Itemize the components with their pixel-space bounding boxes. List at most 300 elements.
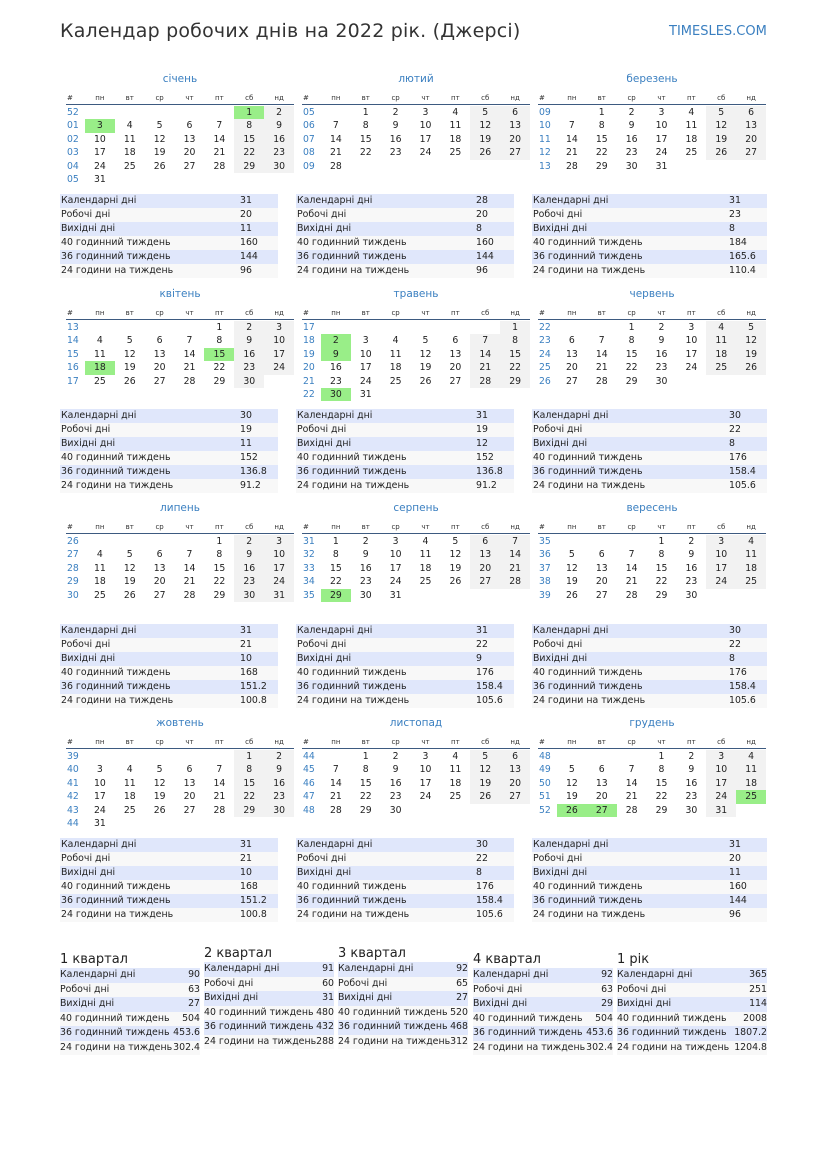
stat-label: 36 годинний тиждень [297,895,407,906]
day-cell: 20 [595,791,608,803]
day-cell: 29 [359,804,372,816]
day-cell: 6 [156,549,163,561]
stat-value: 158.4 [476,681,503,692]
day-cell: 19 [153,147,166,159]
stat-value: 520 [450,1006,468,1018]
week-row [302,804,530,817]
day-cell: 10 [655,120,668,132]
stat-row [532,666,767,680]
stat-value: 2008 [743,1012,767,1024]
day-cell: 3 [96,764,103,776]
stat-row [532,208,767,222]
day-cell: 2 [321,334,351,347]
month-grid [538,92,766,173]
stat-label: Вихідні дні [533,653,588,664]
weekday-label: чт [421,94,430,102]
stat-row [338,1020,468,1035]
week-row [538,790,766,803]
month-stats [532,838,767,922]
day-cell: 24 [264,361,294,374]
day-cell [145,106,175,119]
day-cell: 17 [359,362,372,374]
day-cell: 9 [688,549,695,561]
day-cell: 19 [123,576,136,588]
stat-row [60,479,278,493]
stat-value: 31 [729,839,741,850]
day-cell: 21 [470,361,500,374]
week-number: 17 [303,322,315,333]
week-number: 16 [67,362,79,374]
stat-value: 10 [240,867,252,878]
month-calendar [302,72,530,173]
day-cell: 23 [359,576,372,588]
month-name: вересень [626,502,678,514]
stat-label: 24 години на тиждень [533,265,646,276]
week-row [66,535,294,548]
day-cell: 25 [736,575,766,588]
stat-value: 251 [749,983,767,995]
stat-label: Робочі дні [297,639,347,650]
day-cell [617,535,647,548]
week-row [302,361,530,374]
stat-row [532,264,767,278]
stat-row [204,977,334,992]
stat-value: 21 [240,853,252,864]
week-number: 46 [303,777,315,789]
stat-value: 302.4 [586,1041,613,1053]
stat-row [60,983,200,998]
day-cell [381,388,411,401]
stat-label: 40 годинний тиждень [297,452,407,463]
stat-row [296,694,514,708]
week-row [66,790,294,803]
stat-row [60,264,278,278]
day-cell: 13 [500,119,530,132]
day-cell: 11 [736,763,766,776]
stat-row [617,983,767,998]
day-cell: 12 [123,348,136,360]
day-cell: 26 [123,375,136,387]
week-row [538,589,766,602]
stat-row [296,852,514,866]
stat-row [338,1035,468,1050]
stat-label: Вихідні дні [297,867,352,878]
day-cell [204,750,234,763]
week-row [302,562,530,575]
day-cell: 27 [153,375,166,387]
day-cell: 4 [452,751,459,762]
week-row [66,348,294,361]
stat-value: 158.4 [729,681,756,692]
stat-value: 22 [476,639,488,650]
month-grid [302,736,530,817]
stat-label: Вихідні дні [338,992,393,1003]
day-cell: 10 [93,777,106,789]
month-calendar [66,287,294,388]
day-cell: 22 [595,147,608,159]
day-cell: 31 [264,589,294,602]
day-cell: 1 [362,107,369,118]
day-cell: 9 [321,348,351,361]
stat-value: 136.8 [476,466,503,477]
week-row [538,160,766,173]
week-row [538,548,766,561]
week-number: 06 [303,120,315,132]
day-cell: 21 [500,562,530,575]
week-row [538,146,766,159]
day-cell [470,589,500,602]
day-cell: 1 [658,751,665,762]
day-cell: 14 [500,548,530,561]
day-cell: 6 [598,764,605,776]
stat-row [296,880,514,894]
day-cell: 27 [470,575,500,588]
day-cell [557,535,587,548]
day-cell: 14 [329,777,342,789]
day-cell: 27 [449,375,462,387]
month-grid [538,521,766,602]
stat-label: 40 годинний тиждень [617,1012,727,1024]
weekday-label: сб [717,94,726,102]
week-row [538,804,766,817]
weekday-label: чт [421,523,430,531]
weekday-label: сб [245,738,254,746]
day-cell: 15 [655,777,668,789]
stat-label: Вихідні дні [297,653,352,664]
week-row [538,763,766,776]
day-cell: 27 [595,589,608,601]
day-cell: 14 [329,133,342,145]
day-cell: 24 [419,147,432,159]
day-cell: 6 [500,750,530,763]
day-cell: 18 [685,133,698,145]
stat-value: 8 [729,653,735,664]
day-cell: 21 [183,362,196,374]
day-cell: 5 [568,764,575,776]
stat-row [296,250,514,264]
day-cell: 28 [595,375,608,387]
stat-row [296,465,514,479]
day-cell: 27 [736,146,766,159]
day-cell [115,817,145,830]
week-row [538,348,766,361]
stat-label: 36 годинний тиждень [338,1021,448,1032]
day-cell: 8 [500,334,530,347]
stat-label: 36 годинний тиждень [61,895,171,906]
week-row [66,804,294,817]
month-name: листопад [389,717,443,729]
stat-value: 19 [476,424,488,435]
weekday-label: ср [155,94,164,102]
day-cell [736,804,766,817]
month-name: березень [626,73,678,85]
stat-row [473,997,613,1012]
day-cell: 7 [598,335,605,347]
day-cell: 9 [392,764,399,776]
stat-row [296,908,514,922]
weekday-label: сб [245,523,254,531]
stat-value: 165.6 [729,251,756,262]
stat-row [532,451,767,465]
day-cell [411,321,441,334]
weekday-header [538,92,766,105]
day-cell: 30 [264,804,294,817]
day-cell: 11 [449,764,462,776]
day-cell: 20 [470,562,500,575]
stat-row [296,652,514,666]
day-cell: 18 [449,133,462,145]
weekday-label: ср [391,738,400,746]
stat-row [60,194,278,208]
day-cell: 26 [565,589,578,601]
stat-row [60,1041,200,1056]
day-cell: 24 [419,791,432,803]
week-row [66,119,294,132]
stat-value: 23 [729,209,741,220]
day-cell: 14 [565,133,578,145]
stat-row [532,852,767,866]
day-cell: 16 [389,777,402,789]
stat-label: Календарні дні [533,625,609,636]
day-cell: 17 [419,133,432,145]
day-cell: 9 [264,119,294,132]
stat-value: 176 [476,667,494,678]
week-row [302,348,530,361]
day-cell [115,750,145,763]
day-cell: 24 [93,804,106,816]
day-cell: 12 [123,562,136,574]
day-cell: 20 [183,791,196,803]
day-cell [321,106,351,119]
stat-label: Календарні дні [61,410,137,421]
day-cell: 12 [419,348,432,360]
month-stats [296,409,514,493]
period-summary [60,951,200,1055]
stat-label: Робочі дні [533,639,583,650]
day-cell: 8 [216,335,223,347]
month-stats [60,624,278,708]
weekday-label: сб [481,309,490,317]
month-grid [302,92,530,173]
stat-label: 40 годинний тиждень [61,237,171,248]
day-cell [587,535,617,548]
stat-row [204,1035,334,1050]
week-row [302,146,530,159]
week-number: 04 [67,160,79,172]
week-number: 28 [67,562,79,574]
day-cell: 27 [587,804,617,817]
week-row [302,763,530,776]
stat-row [532,894,767,908]
day-cell: 10 [264,548,294,561]
day-cell [587,321,617,334]
day-cell: 2 [628,107,635,118]
stat-label: 36 годинний тиждень [61,681,171,692]
day-cell: 2 [264,106,294,119]
stat-value: 96 [476,265,488,276]
day-cell: 31 [93,173,106,185]
stat-row [473,983,613,998]
day-cell [587,750,617,763]
weekday-label: ср [627,309,636,317]
day-cell [500,160,530,173]
month-calendar [302,716,530,817]
stat-value: 65 [456,977,468,989]
stat-label: 36 годинний тиждень [297,251,407,262]
stat-row [296,866,514,880]
stat-value: 30 [476,839,488,850]
stat-value: 110.4 [729,265,756,276]
weekday-label: нд [274,94,284,102]
stat-row [296,222,514,236]
day-cell: 14 [625,777,638,789]
day-cell: 11 [93,562,106,574]
day-cell: 24 [93,160,106,172]
stat-row [60,624,278,638]
day-cell [557,106,587,119]
day-cell: 2 [234,321,264,334]
day-cell: 26 [123,589,136,601]
weekday-label: нд [746,523,756,531]
day-cell: 16 [685,562,698,574]
stat-value: 22 [476,853,488,864]
day-cell: 15 [625,348,638,360]
day-cell: 6 [156,335,163,347]
day-cell: 22 [213,362,226,374]
day-cell: 1 [500,321,530,334]
stat-value: 151.2 [240,681,267,692]
day-cell [440,321,470,334]
week-number: 52 [67,107,79,118]
day-cell: 14 [213,777,226,789]
day-cell [264,817,294,830]
stat-label: 40 годинний тиждень [533,237,643,248]
day-cell: 28 [329,804,342,816]
page-title: Календар робочих днів на 2022 рік. (Джерсі) [60,20,521,42]
day-cell: 26 [153,160,166,172]
day-cell: 7 [500,535,530,548]
weekday-label: сб [717,523,726,531]
day-cell [351,321,381,334]
stat-label: 24 години на тиждень [61,480,174,491]
stat-label: 40 годинний тиждень [61,881,171,892]
day-cell: 16 [685,777,698,789]
month-stats [532,194,767,278]
day-cell: 27 [500,146,530,159]
day-cell: 8 [332,549,339,561]
month-grid [66,521,294,602]
stat-value: 19 [240,424,252,435]
day-cell: 3 [688,322,695,333]
month-calendar [538,287,766,388]
day-cell: 22 [655,791,668,803]
week-number: 35 [303,589,315,601]
week-number: 44 [303,751,315,762]
day-cell: 10 [419,764,432,776]
week-number: 17 [67,375,79,387]
stat-row [338,1006,468,1021]
stat-label: Вихідні дні [533,438,588,449]
day-cell: 9 [264,763,294,776]
week-number: 05 [67,173,79,185]
day-cell: 20 [449,362,462,374]
weekday-header [538,736,766,749]
stat-value: 302.4 [173,1041,200,1053]
site-link[interactable]: TIMESLES.COM [669,24,767,39]
month-stats [296,624,514,708]
day-cell: 1 [234,106,264,119]
day-cell [175,817,205,830]
week-number: 48 [303,804,315,816]
day-cell: 28 [470,375,500,388]
stat-label: Календарні дні [61,195,137,206]
day-cell: 18 [123,147,136,159]
day-cell: 13 [500,763,530,776]
day-cell: 5 [452,536,459,547]
day-cell: 14 [183,348,196,360]
stat-value: 160 [240,237,258,248]
week-row [66,589,294,602]
day-cell: 27 [183,160,196,172]
week-row [538,375,766,388]
day-cell: 9 [234,334,264,347]
day-cell: 2 [688,751,695,762]
stat-label: Календарні дні [297,410,373,421]
day-cell: 1 [216,322,223,333]
day-cell: 25 [93,589,106,601]
stat-row [60,652,278,666]
day-cell: 23 [655,362,668,374]
weekday-label: ср [627,738,636,746]
month-stats [60,409,278,493]
day-cell: 19 [470,777,500,790]
week-number: 45 [303,764,315,776]
stat-label: Робочі дні [617,983,667,995]
stat-label: 36 годинний тиждень [297,466,407,477]
day-cell [145,173,175,186]
day-cell [440,589,470,602]
day-cell: 23 [234,575,264,588]
day-cell: 16 [264,777,294,790]
stat-row [60,880,278,894]
period-title: 4 квартал [473,952,541,967]
week-row [66,763,294,776]
weekday-header [538,307,766,320]
stat-label: 24 години на тиждень [297,480,410,491]
period-summary [204,945,334,1049]
day-cell: 7 [332,120,339,132]
stat-value: 30 [729,625,741,636]
week-row [538,106,766,119]
day-cell: 22 [329,576,342,588]
day-cell: 14 [470,348,500,361]
day-cell: 1 [628,322,635,333]
day-cell: 23 [625,147,638,159]
day-cell: 15 [204,348,234,361]
stat-row [617,1026,767,1041]
weekday-label: вт [597,523,606,531]
week-number: 02 [67,133,79,145]
week-number: 12 [539,147,551,159]
stat-row [532,236,767,250]
weekday-label: # [303,309,309,317]
stat-value: 8 [729,223,735,234]
stat-value: 31 [240,625,252,636]
day-cell: 16 [359,562,372,574]
day-cell [234,173,264,186]
weekday-label: вт [597,738,606,746]
weekday-header [66,92,294,105]
